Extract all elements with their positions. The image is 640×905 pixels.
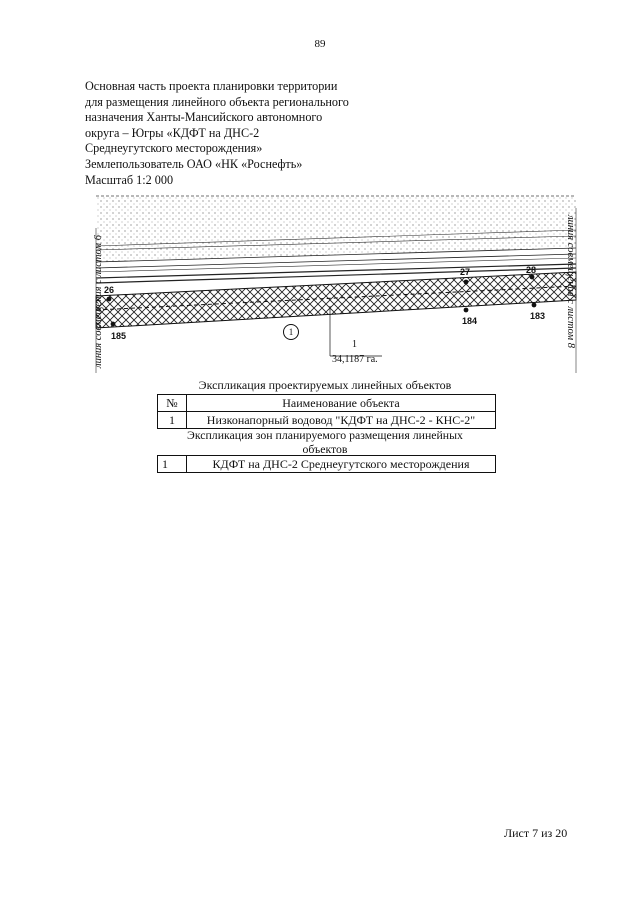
table-cell: Низконапорный водовод "КДФТ на ДНС-2 - КНС-2": [187, 412, 496, 429]
table-cell: 1: [158, 456, 187, 473]
object-marker: 1: [283, 324, 299, 340]
table-row: [158, 412, 496, 429]
area-number: 1: [352, 339, 357, 350]
explication-zones-title: Экспликация зон планируемого размещения линейных: [187, 428, 463, 442]
point-27-marker: [464, 280, 469, 285]
page-number: 89: [314, 38, 326, 50]
header-line: Землепользователь ОАО «НК «Роснефть»: [85, 156, 303, 171]
right-sheet-join-label: линия совмещения с листом 8: [565, 215, 576, 348]
point-label: 184: [462, 316, 478, 326]
explication-zones-table: [157, 455, 496, 473]
map-dotted-area: [96, 196, 576, 262]
area-value: 34,1187 га.: [332, 354, 378, 365]
header-line: Среднеугутского месторождения»: [85, 141, 263, 156]
point-label: 27: [460, 267, 471, 277]
point-26-marker: [107, 297, 112, 302]
point-185-marker: [111, 322, 116, 327]
table-cell: 1: [158, 412, 187, 429]
table-header-cell: Наименование объекта: [187, 395, 496, 412]
header-line: для размещения линейного объекта регионального: [85, 94, 349, 109]
explication-linear-title: Экспликация проектируемых линейных объектов: [198, 378, 452, 392]
sheet-footer: Лист 7 из 20: [504, 826, 568, 840]
point-label: 183: [530, 311, 546, 321]
point-183-marker: [532, 303, 537, 308]
document-header: [85, 79, 415, 188]
explication-zones-title-cont: объектов: [302, 442, 348, 456]
point-28-marker: [530, 275, 535, 280]
plan-map: [82, 188, 582, 373]
header-line: Основная часть проекта планировки территории: [85, 79, 338, 93]
header-line: назначения Ханты-Мансийского автономного: [85, 110, 323, 125]
point-label: 28: [526, 265, 537, 275]
table-row: [158, 456, 496, 473]
header-line: округа – Югры «КДФТ на ДНС-2: [85, 125, 260, 140]
point-label: 26: [104, 285, 115, 295]
table-cell: КДФТ на ДНС-2 Среднеугутского месторождения: [187, 456, 496, 473]
table-header-row: [158, 395, 496, 412]
point-label: 185: [111, 331, 127, 341]
left-sheet-join-label: линия совмещения с листом 6: [93, 235, 104, 368]
header-scale: Масштаб 1:2 000: [85, 172, 174, 187]
point-184-marker: [464, 308, 469, 313]
explication-linear-table: [157, 394, 496, 429]
table-header-cell: №: [158, 395, 187, 412]
